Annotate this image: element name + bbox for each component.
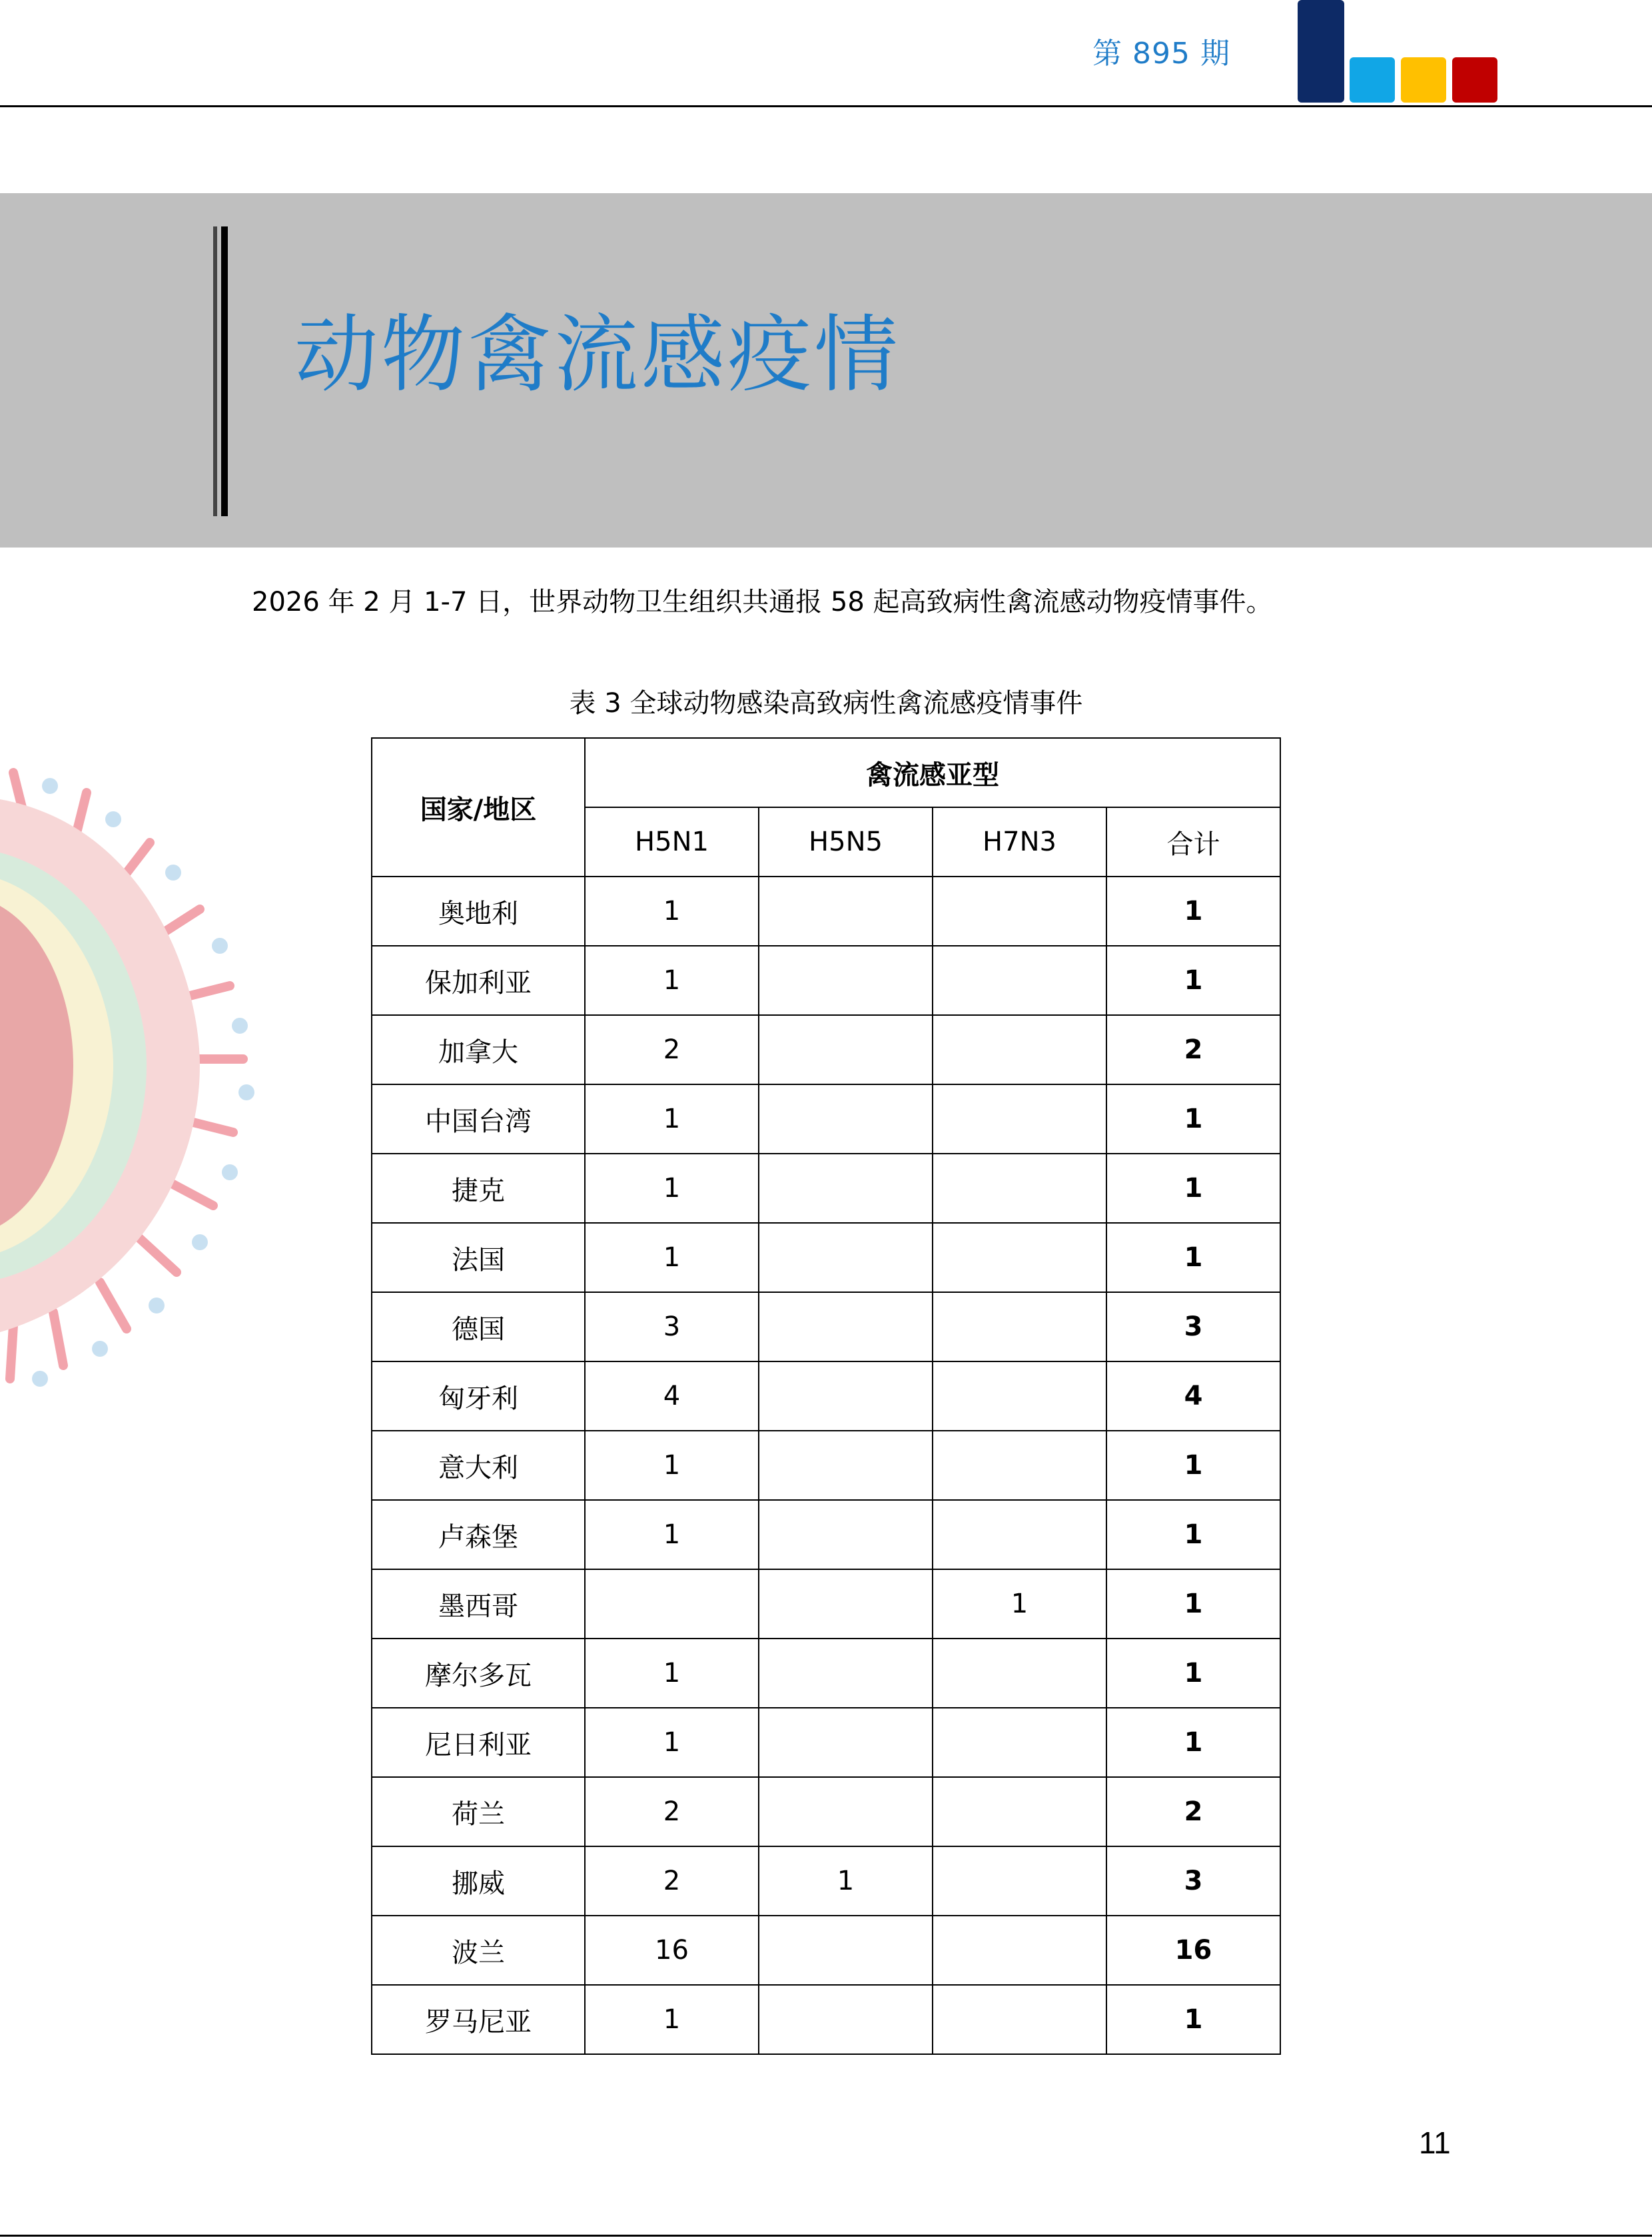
table-row [372, 1777, 1280, 1846]
cell-total: 1 [1106, 877, 1280, 946]
table-row [372, 1223, 1280, 1292]
cell-h5n1: 4 [585, 1361, 759, 1431]
cell-h5n1: 1 [585, 1985, 759, 2054]
cell-h7n3 [933, 1431, 1106, 1500]
outbreak-table [371, 737, 1281, 2055]
cell-h7n3: 1 [933, 1569, 1106, 1639]
cell-region: 意大利 [372, 1431, 585, 1500]
cell-h5n5 [759, 1015, 933, 1084]
cell-h7n3 [933, 1292, 1106, 1361]
cell-h5n5 [759, 1916, 933, 1985]
cell-total: 1 [1106, 946, 1280, 1015]
cell-region: 挪威 [372, 1846, 585, 1916]
cell-h7n3 [933, 877, 1106, 946]
cell-region: 卢森堡 [372, 1500, 585, 1569]
cell-total: 16 [1106, 1916, 1280, 1985]
cell-h5n1 [585, 1569, 759, 1639]
cell-region: 中国台湾 [372, 1084, 585, 1154]
cell-total: 1 [1106, 1569, 1280, 1639]
cell-h7n3 [933, 1223, 1106, 1292]
cell-region: 墨西哥 [372, 1569, 585, 1639]
table-row [372, 1154, 1280, 1223]
cell-total: 4 [1106, 1361, 1280, 1431]
cell-h5n1: 1 [585, 946, 759, 1015]
table-row [372, 1708, 1280, 1777]
cell-h7n3 [933, 1015, 1106, 1084]
cell-h5n1: 1 [585, 1639, 759, 1708]
banner-accent-bar [221, 226, 228, 516]
cell-h5n5 [759, 1084, 933, 1154]
footer-rule [0, 2235, 1652, 2237]
cell-h5n5 [759, 1500, 933, 1569]
table-row [372, 946, 1280, 1015]
table-row [372, 1846, 1280, 1916]
header-country: 国家/地区 [372, 738, 585, 877]
cell-h5n5 [759, 1431, 933, 1500]
cell-h5n1: 2 [585, 1015, 759, 1084]
cell-region: 法国 [372, 1223, 585, 1292]
cell-total: 1 [1106, 1223, 1280, 1292]
cell-total: 1 [1106, 1708, 1280, 1777]
issue-number: 第 895 期 [1092, 37, 1230, 71]
cell-h5n5 [759, 946, 933, 1015]
cell-h5n1: 16 [585, 1916, 759, 1985]
table-row [372, 1431, 1280, 1500]
cell-total: 1 [1106, 1985, 1280, 2054]
cell-h5n1: 1 [585, 877, 759, 946]
table-row [372, 1361, 1280, 1431]
intro-paragraph: 2026 年 2 月 1-7 日，世界动物卫生组织共通报 58 起高致病性禽流感动物疫情事件。 [252, 587, 1273, 617]
cell-h7n3 [933, 946, 1106, 1015]
cell-h7n3 [933, 1985, 1106, 2054]
color-block-logo [0, 0, 1652, 113]
table-row [372, 1916, 1280, 1985]
cell-region: 加拿大 [372, 1015, 585, 1084]
cell-h5n5 [759, 1639, 933, 1708]
cell-h5n5 [759, 877, 933, 946]
cell-h5n1: 3 [585, 1292, 759, 1361]
cell-h7n3 [933, 1916, 1106, 1985]
cell-h7n3 [933, 1846, 1106, 1916]
cell-h7n3 [933, 1084, 1106, 1154]
header-h5n1: H5N1 [585, 807, 759, 877]
table-row [372, 1985, 1280, 2054]
logo-cyan-block [1350, 57, 1395, 103]
cell-h5n1: 1 [585, 1708, 759, 1777]
cell-region: 保加利亚 [372, 946, 585, 1015]
cell-h5n5 [759, 1708, 933, 1777]
header-subtype-group: 禽流感亚型 [585, 738, 1280, 807]
table-row [372, 1084, 1280, 1154]
cell-h5n1: 1 [585, 1431, 759, 1500]
table-row [372, 1292, 1280, 1361]
cell-h7n3 [933, 1154, 1106, 1223]
cell-total: 1 [1106, 1639, 1280, 1708]
cell-h7n3 [933, 1777, 1106, 1846]
table-row [372, 1639, 1280, 1708]
table-row [372, 1500, 1280, 1569]
cell-h5n5 [759, 1777, 933, 1846]
cell-h5n5 [759, 1361, 933, 1431]
table-row [372, 877, 1280, 946]
section-title: 动物禽流感疫情 [294, 306, 901, 404]
cell-h5n5: 1 [759, 1846, 933, 1916]
logo-yellow-block [1401, 57, 1446, 103]
cell-region: 匈牙利 [372, 1361, 585, 1431]
cell-h5n5 [759, 1569, 933, 1639]
cell-total: 2 [1106, 1015, 1280, 1084]
cell-h5n5 [759, 1223, 933, 1292]
cell-h5n1: 1 [585, 1154, 759, 1223]
cell-total: 1 [1106, 1500, 1280, 1569]
cell-h7n3 [933, 1500, 1106, 1569]
header-h7n3: H7N3 [933, 807, 1106, 877]
table-caption: 表 3 全球动物感染高致病性禽流感疫情事件 [569, 688, 1083, 719]
page-number: 11 [1419, 2125, 1451, 2160]
cell-h7n3 [933, 1361, 1106, 1431]
logo-navy-block [1298, 0, 1344, 103]
cell-region: 摩尔多瓦 [372, 1639, 585, 1708]
cell-total: 2 [1106, 1777, 1280, 1846]
cell-total: 1 [1106, 1154, 1280, 1223]
header-total: 合计 [1106, 807, 1280, 877]
banner-accent-bar-thin [213, 226, 217, 516]
cell-region: 德国 [372, 1292, 585, 1361]
cell-h5n1: 1 [585, 1500, 759, 1569]
cell-region: 罗马尼亚 [372, 1985, 585, 2054]
cell-total: 3 [1106, 1846, 1280, 1916]
cell-total: 3 [1106, 1292, 1280, 1361]
header-rule [0, 105, 1652, 107]
cell-total: 1 [1106, 1431, 1280, 1500]
cell-h7n3 [933, 1708, 1106, 1777]
virus-illustration [0, 746, 280, 1412]
table-row [372, 1015, 1280, 1084]
cell-h5n1: 2 [585, 1846, 759, 1916]
cell-region: 奥地利 [372, 877, 585, 946]
cell-h7n3 [933, 1639, 1106, 1708]
cell-region: 捷克 [372, 1154, 585, 1223]
cell-h5n5 [759, 1292, 933, 1361]
cell-region: 荷兰 [372, 1777, 585, 1846]
cell-region: 尼日利亚 [372, 1708, 585, 1777]
cell-total: 1 [1106, 1084, 1280, 1154]
cell-h5n1: 1 [585, 1223, 759, 1292]
table-row [372, 1569, 1280, 1639]
cell-h5n5 [759, 1154, 933, 1223]
cell-h5n5 [759, 1985, 933, 2054]
cell-h5n1: 1 [585, 1084, 759, 1154]
cell-region: 波兰 [372, 1916, 585, 1985]
header-h5n5: H5N5 [759, 807, 933, 877]
logo-red-block [1452, 57, 1497, 103]
cell-h5n1: 2 [585, 1777, 759, 1846]
